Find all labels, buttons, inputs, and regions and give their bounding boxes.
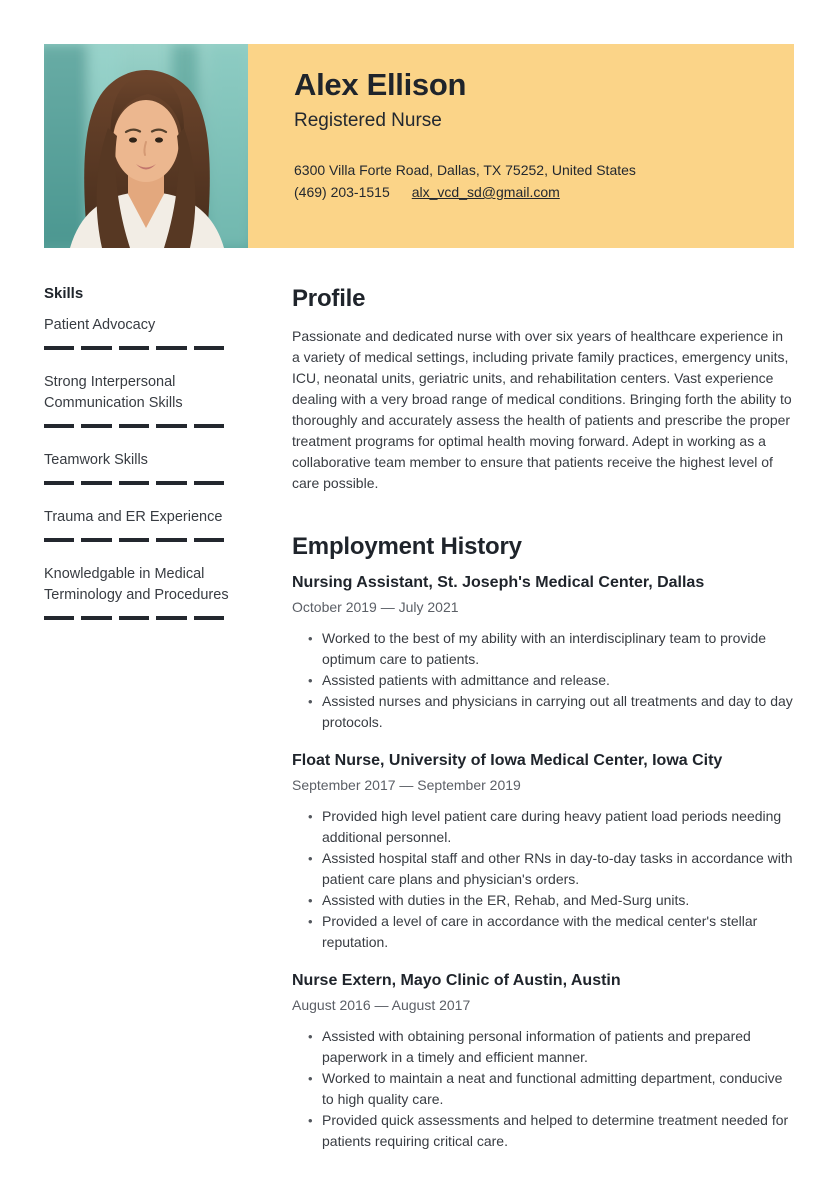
skill-level-segment [44,481,74,485]
job-bullet: • Assisted with obtaining personal information of patients and prepared paperwork in a timely and efficient manner. [322,1026,794,1068]
job-bullets [292,806,794,953]
phone-number: (469) 203-1515 [294,184,390,200]
skill-level-segment [156,538,186,542]
skill-level-segment [44,538,74,542]
skill-level-segment [81,481,111,485]
job-bullet: • Assisted with duties in the ER, Rehab, and Med-Surg units. [322,890,794,911]
job-title: Float Nurse, University of Iowa Medical Center, Iowa City [292,752,723,769]
profile-text: Passionate and dedicated nurse with over six years of healthcare experience in a variety of medical settings, including private family practices, emergency units, ICU, neonatal units, geriatric units, and rehabilitation centers. Vast experience dealing with a very broad range of medical conditions. Bringing forth the ability to thoroughly and accurately assess the health of patients and prescribe the proper treatment programs for optimal health moving forward. Adept in working as a collaborative team member to ensure that patients receive the highest level of care possible. [292,328,792,491]
skill-level-bar [44,481,224,485]
job-title: Nurse Extern, Mayo Clinic of Austin, Austin [292,972,621,989]
job-bullet: • Worked to maintain a neat and functional admitting department, conducive to high quality care. [322,1068,794,1110]
job-bullet: • Assisted nurses and physicians in carrying out all treatments and day to day protocols. [322,691,794,733]
job-dates: October 2019 — July 2021 [292,599,459,615]
skill-label: Knowledgable in Medical Terminology and Procedures [44,566,229,603]
skill-level-segment [194,346,224,350]
skill-level-segment [156,481,186,485]
skill-level-segment [119,538,149,542]
job-dates: September 2017 — September 2019 [292,777,521,793]
profile-heading: Profile [292,285,366,312]
skill-level-segment [119,481,149,485]
content [44,285,794,1171]
skill-label: Strong Interpersonal Communication Skills [44,374,183,411]
skill-label: Patient Advocacy [44,317,156,333]
main-column [292,285,794,1171]
skill-item [44,372,248,428]
skill-level-segment [194,424,224,428]
contact-block [294,159,770,203]
skill-item [44,507,248,542]
job-bullets [292,628,794,733]
job-bullet: • Worked to the best of my ability with an interdisciplinary team to provide optimum care to patients. [322,628,794,670]
job-bullet: • Provided quick assessments and helped to determine treatment needed for patients requiring critical care. [322,1110,794,1152]
job-bullet: • Provided high level patient care during heavy patient load periods needing additional personnel. [322,806,794,848]
skill-item [44,315,248,350]
skill-level-segment [44,616,74,620]
job-entry [292,972,794,1152]
skill-level-bar [44,424,224,428]
employment-history-heading: Employment History [292,533,522,560]
skill-level-segment [156,424,186,428]
job-bullet: • Assisted hospital staff and other RNs in day-to-day tasks in accordance with patient care plans and physician's orders. [322,848,794,890]
skill-level-segment [119,616,149,620]
skills-heading: Skills [44,285,84,302]
skill-item [44,450,248,485]
skill-level-segment [156,616,186,620]
skill-level-segment [44,346,74,350]
job-entry [292,574,794,733]
job-bullets [292,1026,794,1152]
skill-level-segment [194,616,224,620]
skill-level-segment [44,424,74,428]
skill-level-bar [44,538,224,542]
job-entry [292,752,794,953]
job-dates: August 2016 — August 2017 [292,997,471,1013]
skill-level-bar [44,616,224,620]
skills-sidebar [44,285,248,1171]
skill-label: Teamwork Skills [44,452,148,468]
skill-level-segment [81,538,111,542]
skill-label: Trauma and ER Experience [44,509,223,525]
skill-level-segment [119,346,149,350]
job-bullet: • Assisted patients with admittance and release. [322,670,794,691]
header-banner [248,44,794,248]
skill-level-segment [156,346,186,350]
skill-level-segment [119,424,149,428]
profile-photo [44,44,248,248]
skill-level-segment [81,346,111,350]
address-line: 6300 Villa Forte Road, Dallas, TX 75252, United States [294,162,636,178]
job-bullet: • Provided a level of care in accordance with the medical center's stellar reputation. [322,911,794,953]
candidate-name: Alex Ellison [294,67,467,102]
skill-level-segment [81,424,111,428]
header [44,44,794,248]
email-link[interactable]: alx_vcd_sd@gmail.com [411,184,560,200]
phone-email-row [294,181,770,203]
skill-item [44,564,248,620]
job-title: Nursing Assistant, St. Joseph's Medical Center, Dallas [292,574,705,591]
skill-level-segment [194,538,224,542]
skill-level-segment [81,616,111,620]
candidate-title: Registered Nurse [294,110,442,131]
skill-level-segment [194,481,224,485]
skill-level-bar [44,346,224,350]
